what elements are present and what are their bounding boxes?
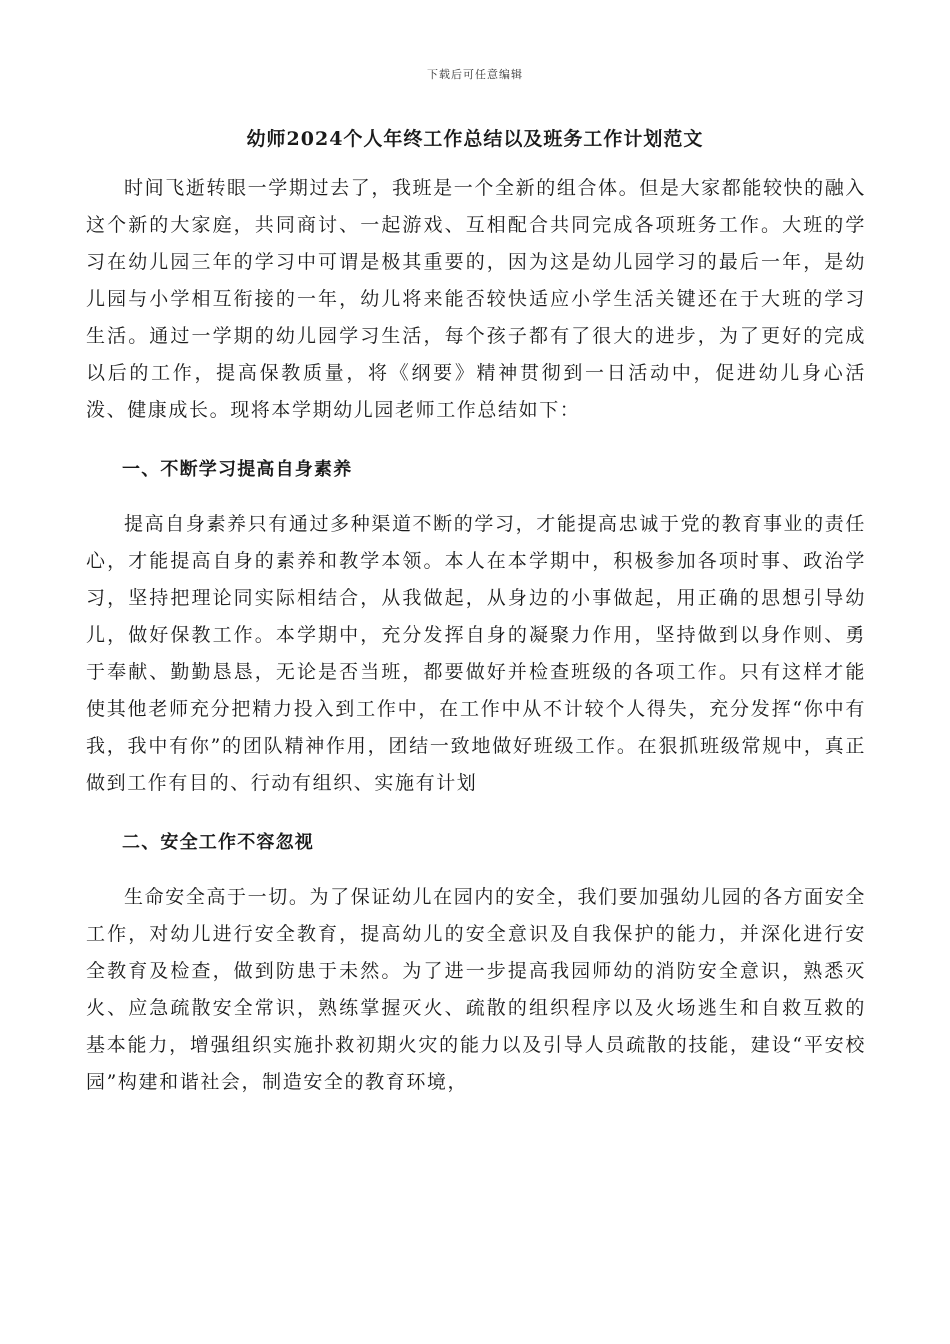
document-body <box>86 170 866 1101</box>
section-paragraph-1: 提高自身素养只有通过多种渠道不断的学习，才能提高忠诚于党的教育事业的责任心，才能提高自身的素养和教学本领。本人在本学期中，积极参加各项时事、政治学习，坚持把理论同实际相结合，从我做起，从身边的小事做起，用正确的思想引导幼儿，做好保教工作。本学期中，充分发挥自身的凝聚力作用，坚持做到以身作则、勇于奉献、勤勤恳恳，无论是否当班，都要做好并检查班级的各项工作。只有这样才能使其他老师充分把精力投入到工作中，在工作中从不计较个人得失，充分发挥“你中有我，我中有你”的团队精神作用，团结一致地做好班级工作。在狠抓班级常规中，真正做到工作有目的、行动有组织、实施有计划 <box>86 513 866 794</box>
document-title: 幼师2024个人年终工作总结以及班务工作计划范文 <box>246 128 704 150</box>
intro-paragraph: 时间飞逝转眼一学期过去了，我班是一个全新的组合体。但是大家都能较快的融入这个新的大家庭，共同商讨、一起游戏、互相配合共同完成各项班务工作。大班的学习在幼儿园三年的学习中可谓是极其重要的，因为这是幼儿园学习的最后一年，是幼儿园与小学相互衔接的一年，幼儿将来能否较快适应小学生活关键还在于大班的学习生活。通过一学期的幼儿园学习生活，每个孩子都有了很大的进步，为了更好的完成以后的工作，提高保教质量，将《纲要》精神贯彻到一日活动中，促进幼儿身心活泼、健康成长。现将本学期幼儿园老师工作总结如下： <box>86 177 866 421</box>
section-heading-2: 二、安全工作不容忽视 <box>122 832 314 853</box>
section-heading-1: 一、不断学习提高自身素养 <box>122 459 353 480</box>
section-paragraph-2: 生命安全高于一切。为了保证幼儿在园内的安全，我们要加强幼儿园的各方面安全工作，对幼儿进行安全教育，提高幼儿的安全意识及自我保护的能力，并深化进行安全教育及检查，做到防患于未然。为了进一步提高我园师幼的消防安全意识，熟悉灭火、应急疏散安全常识，熟练掌握灭火、疏散的组织程序以及火场逃生和自救互救的基本能力，增强组织实施扑救初期火灾的能力以及引导人员疏散的技能，建设“平安校园”构建和谐社会，制造安全的教育环境， <box>86 886 866 1093</box>
header-note: 下载后可任意编辑 <box>427 68 523 81</box>
